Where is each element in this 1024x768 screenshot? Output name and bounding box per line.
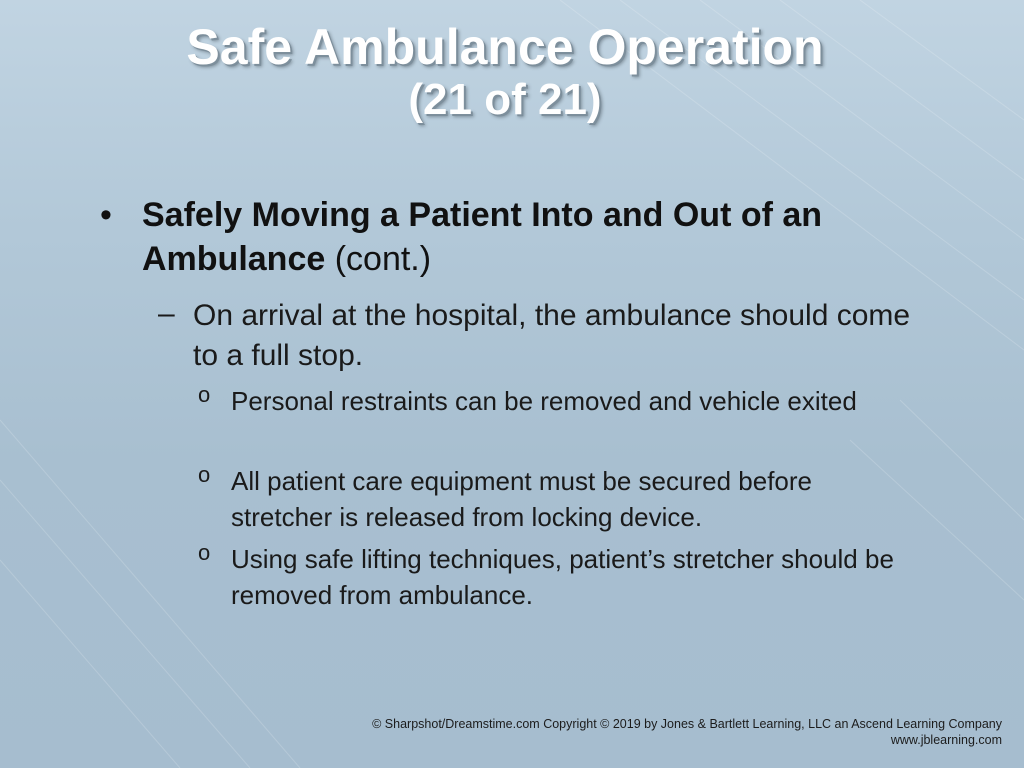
- sub-bullet-text: On arrival at the hospital, the ambulance should come to a full stop.: [193, 299, 911, 372]
- title-main: Safe Ambulance Operation: [186, 19, 824, 75]
- sub-bullet: [158, 296, 928, 376]
- dash-marker: –: [158, 297, 175, 330]
- copyright-credit: [372, 716, 1002, 748]
- sub-sub-bullet-1: [198, 383, 898, 419]
- sub-sub-bullet-text: Using safe lifting techniques, patient’s stretcher should be removed from ambulance.: [231, 544, 894, 610]
- circle-marker: o: [198, 462, 211, 487]
- main-bullet-normal: (cont.): [325, 240, 432, 278]
- bullet-marker: •: [100, 196, 112, 234]
- sub-sub-bullet-2: [198, 463, 898, 535]
- title-subtitle: (21 of 21): [408, 75, 602, 124]
- circle-marker: o: [198, 540, 211, 565]
- credit-line-1: © Sharpshot/Dreamstime.com Copyright © 2019 by Jones & Bartlett Learning, LLC an Ascend Learning Company: [372, 717, 1002, 731]
- main-bullet: [100, 193, 900, 281]
- sub-sub-bullet-text: All patient care equipment must be secured before stretcher is released from locking device.: [231, 466, 813, 532]
- sub-sub-bullet-text: Personal restraints can be removed and vehicle exited: [231, 386, 857, 416]
- main-bullet-text: [142, 193, 900, 281]
- main-bullet-bold: Safely Moving a Patient Into and Out of an Ambulance: [142, 196, 823, 278]
- sub-sub-bullet-3: [198, 541, 898, 613]
- circle-marker: o: [198, 382, 211, 407]
- credit-url: www.jblearning.com: [890, 733, 1002, 747]
- slide-title: [0, 19, 1010, 124]
